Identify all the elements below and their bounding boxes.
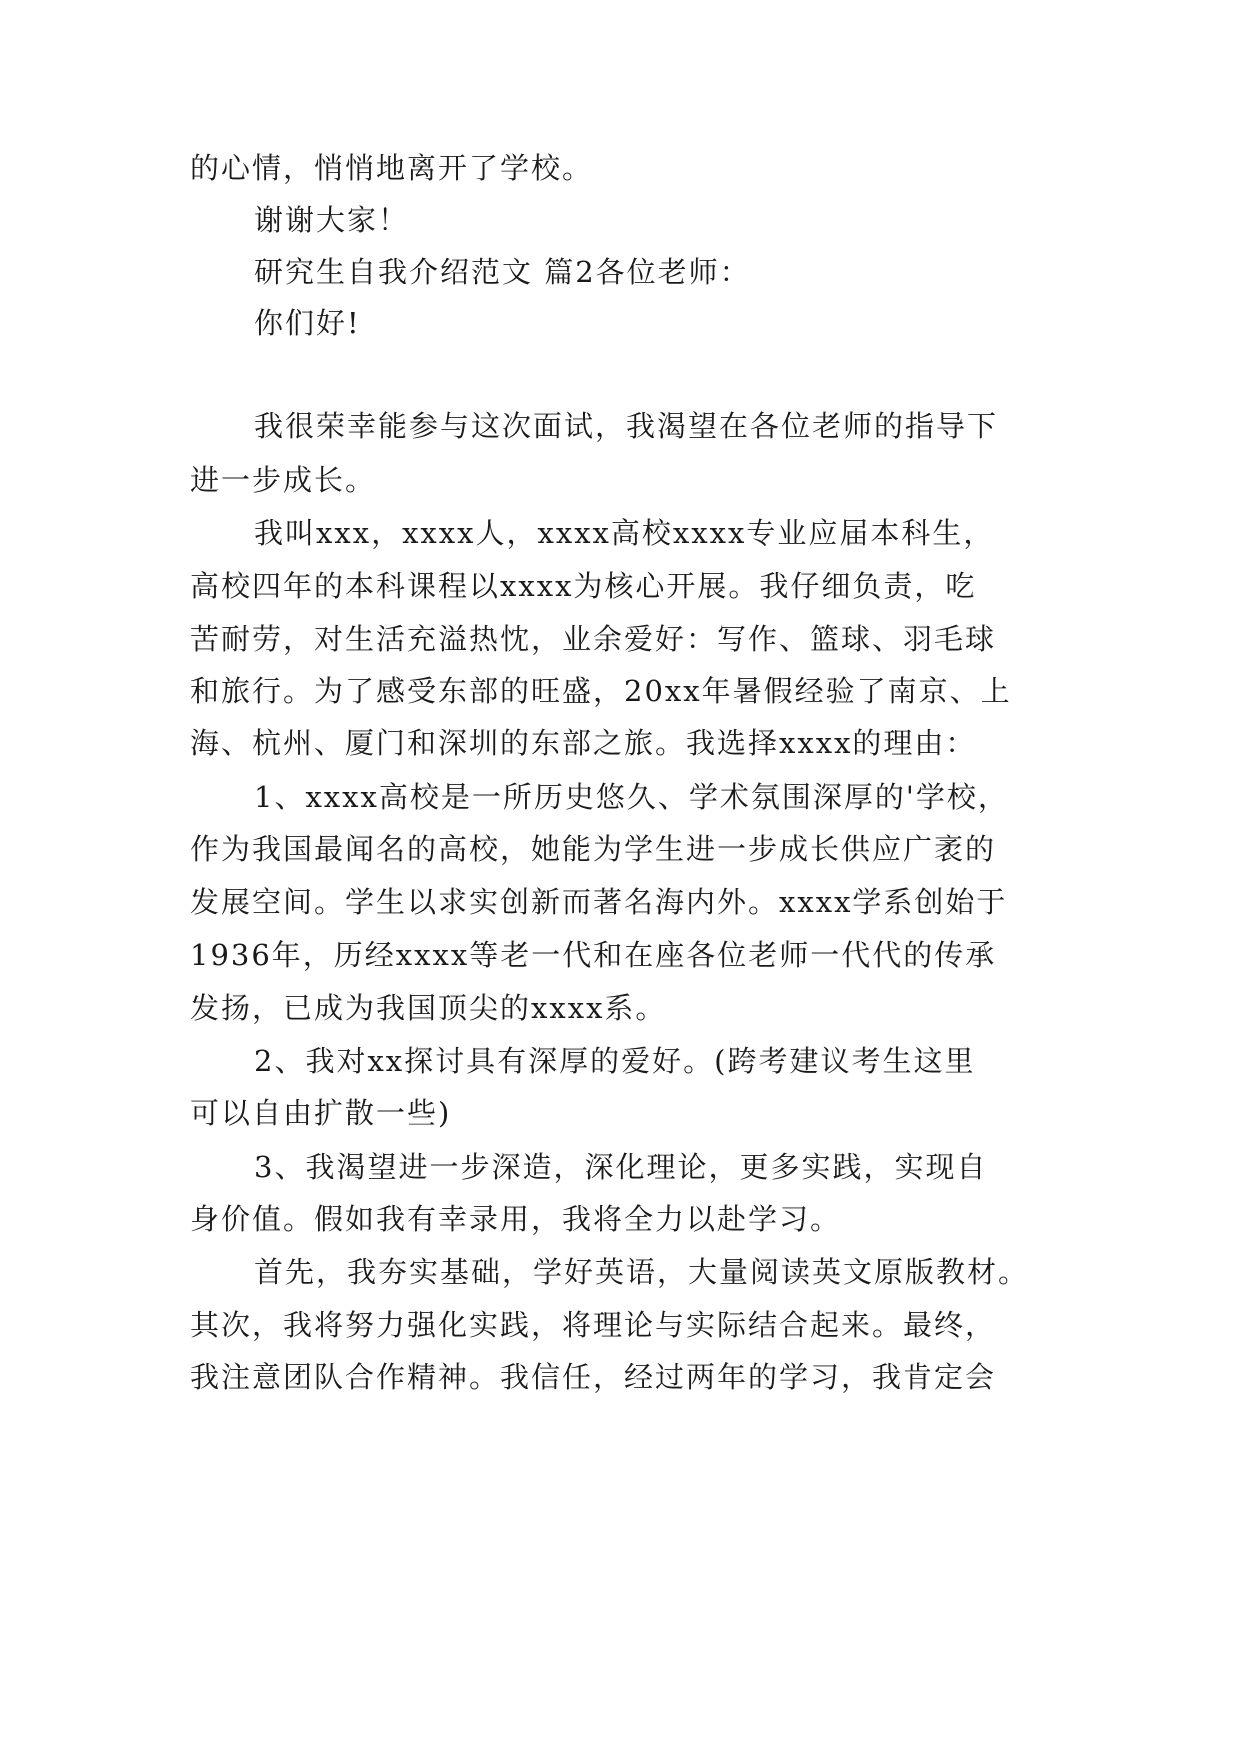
text-line: 我叫xxx，xxxx人，xxxx高校xxxx专业应届本科生， <box>254 516 995 550</box>
text-line: 作为我国最闻名的高校，她能为学生进一步成长供应广袤的 <box>190 832 997 866</box>
text-line: 谢谢大家！ <box>254 203 410 237</box>
text-line: 发展空间。学生以求实创新而著名海内外。xxxx学系创始于 <box>190 885 1008 919</box>
text-line: 你们好! <box>254 306 361 340</box>
text-line: 进一步成长。 <box>190 463 377 497</box>
text-line: 我很荣幸能参与这次面试，我渴望在各位老师的指导下 <box>254 409 999 443</box>
text-line: 的心情，悄悄地离开了学校。 <box>190 151 594 185</box>
text-line: 首先，我夯实基础，学好英语，大量阅读英文原版教材。 <box>254 1255 1030 1289</box>
text-line: 3、我渴望进一步深造，深化理论，更多实践，实现自 <box>254 1150 988 1184</box>
text-line: 1936年，历经xxxx等老一代和在座各位老师一代代的传承 <box>190 938 997 972</box>
text-line: 高校四年的本科课程以xxxx为核心开展。我仔细负责，吃 <box>190 569 977 603</box>
text-line: 和旅行。为了感受东部的旺盛，20xx年暑假经验了南京、上 <box>190 674 1012 708</box>
text-line: 1、xxxx高校是一所历史悠久、学术氛围深厚的'学校， <box>254 780 1009 814</box>
text-line: 身价值。假如我有幸录用，我将全力以赴学习。 <box>190 1202 842 1236</box>
text-line: 研究生自我介绍范文 篇2各位老师： <box>254 255 751 289</box>
text-line: 2、我对xx探讨具有深厚的爱好。(跨考建议考生这里 <box>254 1044 976 1078</box>
text-line: 其次，我将努力强化实践，将理论与实际结合起来。最终， <box>190 1308 997 1342</box>
text-line: 苦耐劳，对生活充溢热忱，业余爱好：写作、篮球、羽毛球 <box>190 622 997 656</box>
text-line: 发扬，已成为我国顶尖的xxxx系。 <box>190 991 667 1025</box>
text-line: 海、杭州、厦门和深圳的东部之旅。我选择xxxx的理由： <box>190 726 977 760</box>
text-line: 我注意团队合作精神。我信任，经过两年的学习，我肯定会 <box>190 1360 997 1394</box>
text-line: 可以自由扩散一些) <box>190 1096 452 1130</box>
